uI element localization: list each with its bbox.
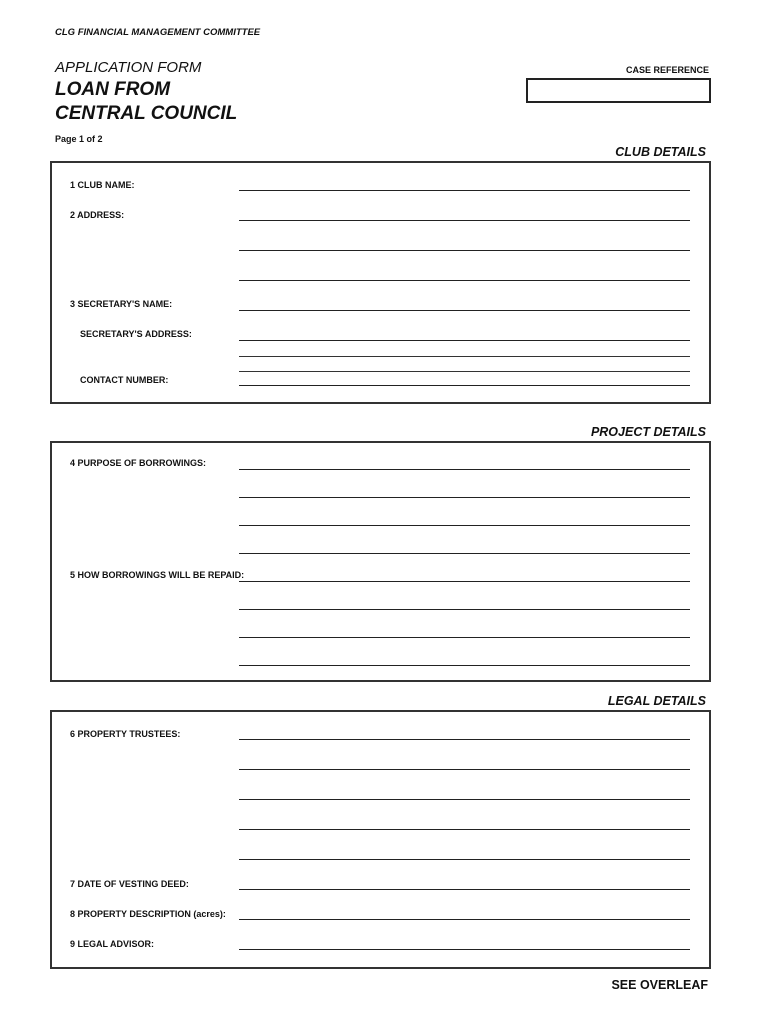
project-details-heading: PROJECT DETAILS xyxy=(590,425,706,439)
form-type: APPLICATION FORM xyxy=(55,59,202,76)
secretary-address-field-line-1[interactable] xyxy=(239,340,690,341)
contact-number-field[interactable] xyxy=(239,385,690,386)
club-name-label: 1 CLUB NAME: xyxy=(70,180,135,190)
repaid-field-line-4[interactable] xyxy=(239,665,690,666)
contact-number-label: CONTACT NUMBER: xyxy=(80,375,169,385)
purpose-field-line-2[interactable] xyxy=(239,497,690,498)
legal-details-section xyxy=(50,710,711,969)
club-details-section xyxy=(50,161,711,404)
property-description-field[interactable] xyxy=(239,919,690,920)
secretary-address-field-line-2[interactable] xyxy=(239,356,690,357)
property-trustees-field-line-2[interactable] xyxy=(239,769,690,770)
secretary-name-label: 3 SECRETARY'S NAME: xyxy=(70,299,173,309)
property-trustees-field-line-4[interactable] xyxy=(239,829,690,830)
address-field-line-2[interactable] xyxy=(239,250,690,251)
legal-advisor-field[interactable] xyxy=(239,949,690,950)
legal-advisor-label: 9 LEGAL ADVISOR: xyxy=(70,939,155,949)
purpose-field-line-3[interactable] xyxy=(239,525,690,526)
project-details-section xyxy=(50,441,711,682)
club-name-field[interactable] xyxy=(239,190,690,191)
repaid-field-line-1[interactable] xyxy=(239,581,690,582)
form-title-line-1: LOAN FROM xyxy=(55,79,171,100)
property-description-label: 8 PROPERTY DESCRIPTION (acres): xyxy=(70,909,226,919)
secretary-address-field-line-3[interactable] xyxy=(239,371,690,372)
case-reference-field[interactable] xyxy=(526,78,711,103)
address-field-line-1[interactable] xyxy=(239,220,690,221)
vesting-deed-field[interactable] xyxy=(239,889,690,890)
address-label: 2 ADDRESS: xyxy=(70,210,125,220)
see-overleaf-note: SEE OVERLEAF xyxy=(611,978,708,992)
address-field-line-3[interactable] xyxy=(239,280,690,281)
legal-details-heading: LEGAL DETAILS xyxy=(607,694,706,708)
secretary-name-field[interactable] xyxy=(239,310,690,311)
repaid-label: 5 HOW BORROWINGS WILL BE REPAID: xyxy=(70,570,245,580)
purpose-field-line-1[interactable] xyxy=(239,469,690,470)
repaid-field-line-2[interactable] xyxy=(239,609,690,610)
property-trustees-label: 6 PROPERTY TRUSTEES: xyxy=(70,729,181,739)
property-trustees-field-line-3[interactable] xyxy=(239,799,690,800)
committee-name: CLG FINANCIAL MANAGEMENT COMMITTEE xyxy=(55,27,261,38)
club-details-heading: CLUB DETAILS xyxy=(615,145,706,159)
repaid-field-line-3[interactable] xyxy=(239,637,690,638)
page-number: Page 1 of 2 xyxy=(55,134,103,144)
purpose-label: 4 PURPOSE OF BORROWINGS: xyxy=(70,458,207,468)
purpose-field-line-4[interactable] xyxy=(239,553,690,554)
vesting-deed-label: 7 DATE OF VESTING DEED: xyxy=(70,879,189,889)
property-trustees-field-line-5[interactable] xyxy=(239,859,690,860)
secretary-address-label: SECRETARY'S ADDRESS: xyxy=(80,329,192,339)
form-title-line-2: CENTRAL COUNCIL xyxy=(55,103,238,124)
case-reference-label: CASE REFERENCE xyxy=(625,65,709,75)
property-trustees-field-line-1[interactable] xyxy=(239,739,690,740)
